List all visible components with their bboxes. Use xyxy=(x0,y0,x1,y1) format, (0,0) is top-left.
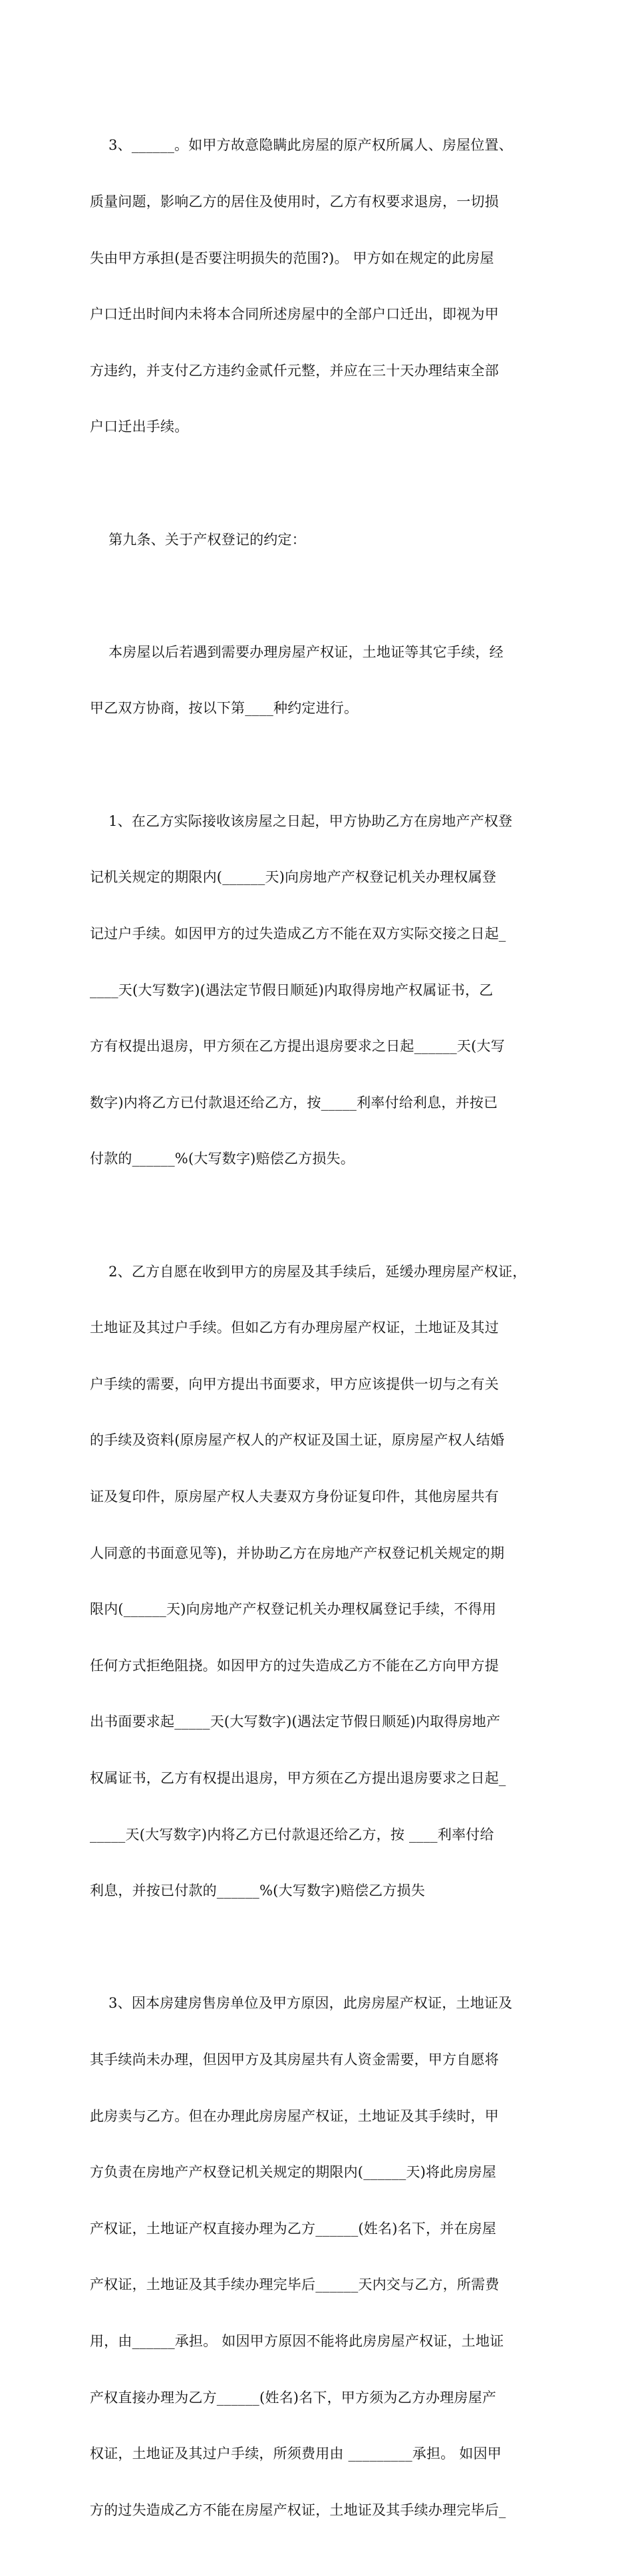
article-9-heading xyxy=(90,492,549,586)
text-line: 的手续及资料(原房屋产权人的产权证及国土证，原房屋产权人结婚 xyxy=(90,1432,505,1449)
text-line: 产权直接办理为乙方______(姓名)名下，甲方须为乙方办理房屋产 xyxy=(90,2389,496,2406)
text-line: 方的过失造成乙方不能在房屋产权证，土地证及其手续办理完毕后_ xyxy=(90,2501,506,2518)
text-line: 产权证，土地证及其手续办理完毕后______天内交与乙方，所需费 xyxy=(90,2277,500,2293)
text-line: _____天(大写数字)内将乙方已付款退还给乙方，按 ____利率付给 xyxy=(90,1826,494,1843)
document-body xyxy=(90,98,549,2576)
text-line: 2、乙方自愿在收到甲方的房屋及其手续后，延缓办理房屋产权证， xyxy=(90,1263,527,1280)
text-line: 出书面要求起_____天(大写数字)(遇法定节假日顺延)内取得房地产 xyxy=(90,1714,501,1730)
text-line: 1、在乙方实际接收该房屋之日起，甲方协助乙方在房地产产权登 xyxy=(90,813,513,829)
text-line: 人同意的书面意见等)，并协助乙方在房地产产权登记机关规定的期 xyxy=(90,1545,505,1561)
text-line: 限内(______天)向房地产产权登记机关办理权属登记手续，不得用 xyxy=(90,1601,496,1618)
section-heading: 第九条、关于产权登记的约定： xyxy=(90,531,306,548)
text-line: ____天(大写数字)(遇法定节假日顺延)内取得房地产权属证书，乙 xyxy=(90,982,494,998)
paragraph-option-3 xyxy=(90,1956,549,2557)
text-line: 证及复印件，原房屋产权人夫妻双方身份证复印件，其他房屋共有 xyxy=(90,1488,499,1505)
paragraph-option-1 xyxy=(90,774,549,1206)
text-line: 户口迁出时间内未将本合同所述房屋中的全部户口迁出，即视为甲 xyxy=(90,306,499,323)
text-line: 记过户手续。如因甲方的过失造成乙方不能在双方实际交接之日起_ xyxy=(90,925,506,942)
text-line: 本房屋以后若遇到需要办理房屋产权证，土地证等其它手续，经 xyxy=(90,644,504,660)
text-line: 方有权提出退房，甲方须在乙方提出退房要求之日起______天(大写 xyxy=(90,1038,505,1055)
text-line: 其手续尚未办理，但因甲方及其房屋共有人资金需要，甲方自愿将 xyxy=(90,2052,499,2068)
text-line: 户手续的需要，向甲方提出书面要求，甲方应该提供一切与之有关 xyxy=(90,1376,499,1392)
text-line: 权证，土地证及其过户手续，所须费用由 _________承担。 如因甲 xyxy=(90,2446,502,2462)
text-line: 方负责在房地产产权登记机关规定的期限内(______天)将此房房屋 xyxy=(90,2164,496,2181)
text-line: 付款的______%(大写数字)赔偿乙方损失。 xyxy=(90,1151,355,1167)
paragraph-option-2 xyxy=(90,1224,549,1938)
paragraph-clause-3-concealment xyxy=(90,98,549,474)
text-line: 3、______。如甲方故意隐瞒此房屋的原产权所属人、房屋位置、 xyxy=(90,137,513,154)
text-line: 记机关规定的期限内(______天)向房地产产权登记机关办理权属登 xyxy=(90,869,496,886)
text-line: 3、因本房建房售房单位及甲方原因，此房房屋产权证，土地证及 xyxy=(90,1995,513,2012)
text-line: 方违约，并支付乙方违约金贰仟元整，并应在三十天办理结束全部 xyxy=(90,362,499,379)
paragraph-registration-intro xyxy=(90,605,549,755)
text-line: 此房卖与乙方。但在办理此房房屋产权证，土地证及其手续时，甲 xyxy=(90,2108,499,2124)
text-line: 数字)内将乙方已付款退还给乙方，按_____利率付给利息，并按已 xyxy=(90,1094,498,1111)
text-line: 产权证，土地证产权直接办理为乙方______(姓名)名下，并在房屋 xyxy=(90,2220,496,2237)
text-line: 任何方式拒绝阻挠。如因甲方的过失造成乙方不能在乙方向甲方提 xyxy=(90,1657,499,1674)
text-line: 户口迁出手续。 xyxy=(90,419,189,435)
text-line: 质量问题，影响乙方的居住及使用时，乙方有权要求退房，一切损 xyxy=(90,194,499,210)
text-line: 失由甲方承担(是否要注明损失的范围?)。 甲方如在规定的此房屋 xyxy=(90,250,494,266)
text-line: 利息，并按已付款的______%(大写数字)赔偿乙方损失 xyxy=(90,1883,425,1899)
text-line: 权属证书，乙方有权提出退房，甲方须在乙方提出退房要求之日起_ xyxy=(90,1770,506,1787)
text-line: 用，由______承担。 如因甲方原因不能将此房房屋产权证，土地证 xyxy=(90,2333,504,2350)
text-line: 甲乙双方协商，按以下第____种约定进行。 xyxy=(90,700,359,717)
text-line: 土地证及其过户手续。但如乙方有办理房屋产权证，土地证及其过 xyxy=(90,1320,499,1336)
